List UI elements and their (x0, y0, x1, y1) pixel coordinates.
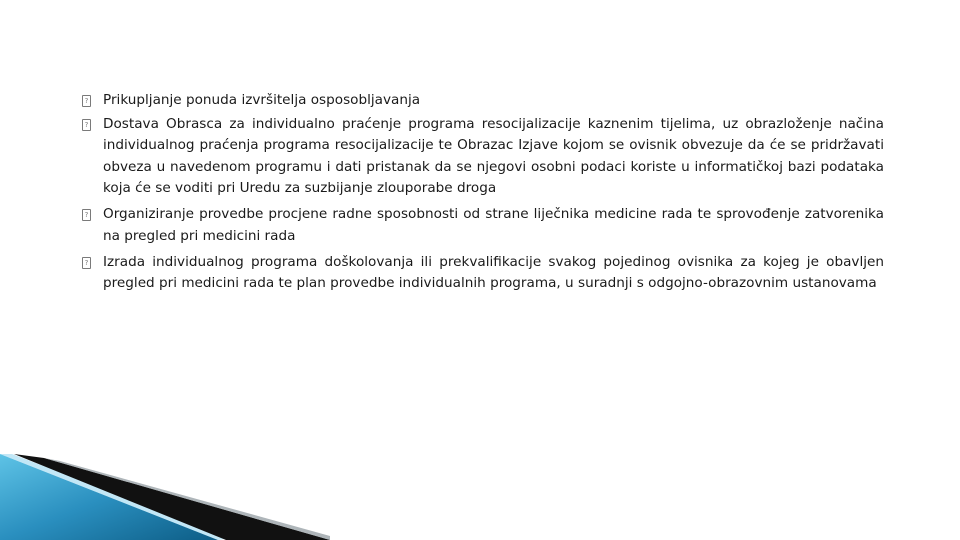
bullet-text: Dostava Obrasca za individualno praćenje programa resocijalizacije kaznenim tijelima, uz obrazloženje načina individualnog praćenja programa resocijalizacije te Obrazac Izjave kojom se ovisnik obvezuje da će se pridržavati obveza u navedenom programu i dati pristanak da se njegovi osobni podaci koriste u informatičkoj bazi podataka koja će se voditi pri Uredu za suzbijanje zlouporabe droga (103, 115, 884, 196)
bullet-box-icon: ? (82, 95, 91, 107)
bullet-list (82, 90, 884, 299)
bullet-text: Izrada individualnog programa doškolovanja ili prekvalifikacije svakog pojedinog ovisnika za kojeg je obavljen pregled pri medicini rada te plan provedbe individualnih programa, u suradnji s odgojno-obrazovnim ustanovama (103, 253, 884, 291)
corner-decoration (0, 450, 330, 540)
bullet-box-icon: ? (82, 209, 91, 221)
bullet-item (82, 252, 884, 295)
bullet-text: Organiziranje provedbe procjene radne sposobnosti od strane liječnika medicine rada te sprovođenje zatvorenika na pregled pri medicini rada (103, 206, 884, 244)
bullet-item (82, 90, 884, 112)
bullet-box-icon: ? (82, 257, 91, 269)
bullet-item (82, 114, 884, 200)
bullet-text: Prikupljanje ponuda izvršitelja osposobljavanja (103, 92, 421, 108)
bullet-box-icon: ? (82, 119, 91, 131)
bullet-item (82, 204, 884, 247)
